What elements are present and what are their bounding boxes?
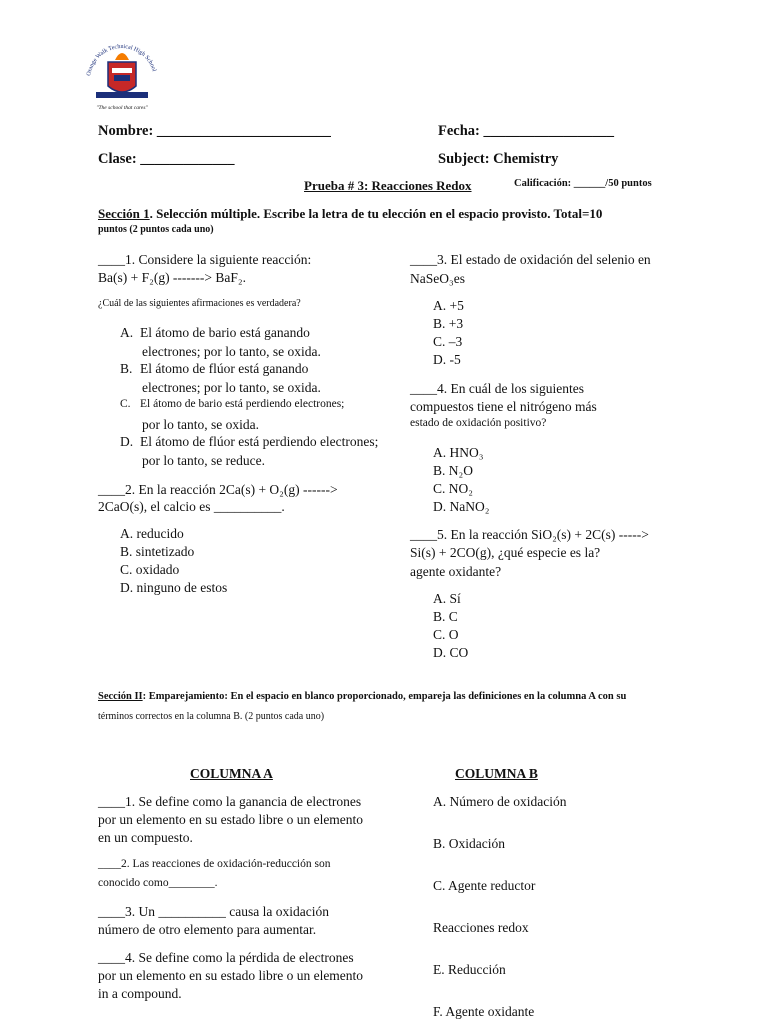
col-b-item-d: Reacciones redox: [433, 920, 529, 935]
q2-option-a: A. reducido: [120, 526, 184, 541]
col-a-item-3-cont: número de otro elemento para aumentar.: [98, 922, 317, 937]
q5-option-b: B. C: [433, 609, 458, 624]
column-b-title: COLUMNA B: [455, 766, 538, 781]
q5-stem-cont2: agente oxidante?: [410, 564, 502, 579]
section1-title: [98, 206, 602, 222]
subject-field: Subject: Chemistry: [438, 151, 559, 167]
q1-stem: ____1. Considere la siguiente reacción:: [98, 252, 312, 267]
q2-option-b: B. sintetizado: [120, 544, 195, 559]
date-field: Fecha: __________________: [438, 123, 614, 139]
col-b-item-f: F. Agente oxidante: [433, 1004, 535, 1019]
q4-stem-cont: compuestos tiene el nitrógeno más: [410, 399, 597, 414]
q1-reaction: Ba(s) + F₂(g) -------> BaF₂.: [98, 270, 246, 285]
q4-stem-cont2: estado de oxidación positivo?: [410, 417, 547, 429]
q1-option-b-cont: electrones; por lo tanto, se oxida.: [142, 380, 321, 395]
name-field: Nombre: ________________________: [98, 123, 331, 139]
q2-stem: ____2. En la reacción 2Ca(s) + O₂(g) ------>: [98, 482, 338, 497]
q1-option-c: C. El átomo de bario está perdiendo electrones;: [120, 398, 345, 410]
q2-option-d: D. ninguno de estos: [120, 580, 228, 595]
col-a-item-4: ____4. Se define como la pérdida de electrones: [98, 950, 354, 965]
section2-title: [98, 691, 626, 702]
col-a-item-1-cont2: en un compuesto.: [98, 830, 193, 845]
section2-instructions: : Emparejamiento: En el espacio en blanco proporcionado, empareja las definiciones en la columna A con su: [142, 691, 627, 702]
q1-option-a-cont: electrones; por lo tanto, se oxida.: [142, 344, 321, 359]
q4-option-a: A. HNO₃: [433, 445, 484, 460]
q5-stem: ____5. En la reacción SiO₂(s) + 2C(s) ----->: [410, 527, 649, 542]
q5-stem-cont: Si(s) + 2CO(g), ¿qué especie es la?: [410, 545, 601, 560]
col-a-item-4-cont: por un elemento en su estado libre o un elemento: [98, 968, 364, 983]
q1-option-c-cont: por lo tanto, se oxida.: [142, 417, 259, 432]
q5-option-d: D. CO: [433, 645, 469, 660]
q3-option-c: C. –3: [433, 334, 463, 349]
q4-stem: ____4. En cuál de los siguientes: [410, 381, 584, 396]
q1-option-b: B. El átomo de flúor está ganando: [120, 361, 309, 376]
q1-option-d-cont: por lo tanto, se reduce.: [142, 453, 265, 468]
col-b-item-a: A. Número de oxidación: [433, 794, 567, 809]
q5-option-a: A. Sí: [433, 591, 461, 606]
col-b-item-b: B. Oxidación: [433, 836, 505, 851]
q1-question: ¿Cuál de las siguientes afirmaciones es verdadera?: [98, 298, 301, 309]
section1-instructions: . Selección múltiple. Escribe la letra de tu elección en el espacio provisto. Total=10: [149, 206, 603, 221]
q3-option-a: A. +5: [433, 298, 464, 313]
col-a-item-4-cont2: in a compound.: [98, 986, 182, 1001]
q2-stem-cont: 2CaO(s), el calcio es __________.: [98, 499, 285, 514]
q4-option-b: B. N₂O: [433, 463, 473, 478]
class-field: Clase: _____________: [98, 151, 235, 167]
section1-label: Sección 1: [98, 206, 150, 221]
col-a-item-1: ____1. Se define como la ganancia de electrones: [98, 794, 362, 809]
col-a-item-2-cont: conocido como________.: [98, 877, 218, 889]
col-b-item-e: E. Reducción: [433, 962, 506, 977]
q1-option-d: D. El átomo de flúor está perdiendo electrones;: [120, 434, 379, 449]
q1-option-a: A. El átomo de bario está ganando: [120, 325, 310, 340]
school-logo: [78, 40, 166, 112]
q3-stem-cont: NaSeO₃es: [410, 271, 465, 286]
test-title: Prueba # 3: Reacciones Redox: [304, 178, 472, 193]
school-motto: "The school that cares": [96, 105, 148, 111]
q4-option-d: D. NaNO₂: [433, 499, 490, 514]
col-a-item-1-cont: por un elemento en su estado libre o un elemento: [98, 812, 364, 827]
section1-subtitle: puntos (2 puntos cada uno): [98, 224, 214, 235]
q4-option-c: C. NO₂: [433, 481, 473, 496]
q3-stem: ____3. El estado de oxidación del selenio en: [410, 252, 651, 267]
q3-option-d: D. -5: [433, 352, 461, 367]
q5-option-c: C. O: [433, 627, 459, 642]
grade-field: Calificación: ______/50 puntos: [514, 178, 652, 189]
q2-option-c: C. oxidado: [120, 562, 180, 577]
school-name-arc: Orange Walk Technical High School: [86, 43, 157, 77]
col-b-item-c: C. Agente reductor: [433, 878, 536, 893]
section2-label: Sección II: [98, 691, 143, 702]
col-a-item-2: ____2. Las reacciones de oxidación-reducción son: [98, 858, 331, 870]
col-a-item-3: ____3. Un __________ causa la oxidación: [98, 904, 329, 919]
column-a-title: COLUMNA A: [190, 766, 273, 781]
q3-option-b: B. +3: [433, 316, 464, 331]
section2-subtitle: términos correctos en la columna B. (2 puntos cada uno): [98, 711, 325, 722]
